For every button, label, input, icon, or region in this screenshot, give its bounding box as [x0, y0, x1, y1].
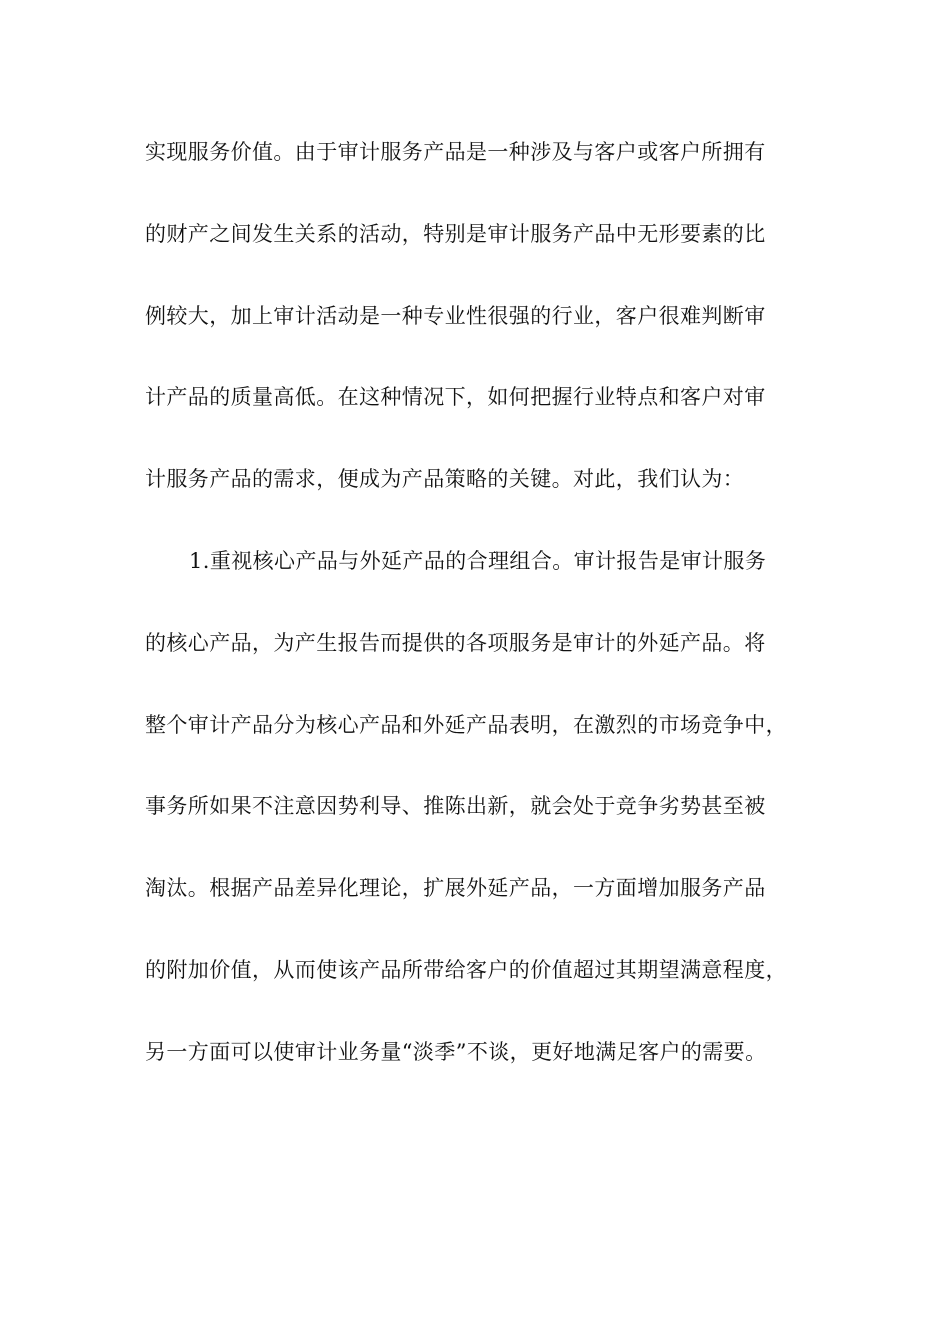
text-line: 例较大，加上审计活动是一种专业性很强的行业，客户很难判断审 [145, 303, 766, 328]
text-line: 淘汰。根据产品差异化理论，扩展外延产品，一方面增加服务产品 [145, 876, 766, 901]
text-line: 的财产之间发生关系的活动，特别是审计服务产品中无形要素的比 [145, 221, 766, 246]
text-line: 实现服务价值。由于审计服务产品是一种涉及与客户或客户所拥有 [145, 140, 766, 164]
text-line: 计产品的质量高低。在这种情况下，如何把握行业特点和客户对审 [145, 385, 766, 410]
text-line: 的核心产品，为产生报告而提供的各项服务是审计的外延产品。将 [145, 630, 766, 655]
text-line: 计服务产品的需求，便成为产品策略的关键。对此，我们认为： [145, 467, 745, 492]
numbered-paragraph-start: 1.重视核心产品与外延产品的合理组合。审计报告是审计服务 [189, 548, 767, 573]
text-line: 的附加价值，从而使该产品所带给客户的价值超过其期望满意程度， [145, 957, 787, 982]
text-line: 整个审计产品分为核心产品和外延产品表明，在激烈的市场竞争中， [145, 712, 787, 737]
body-text [145, 132, 805, 1114]
text-line: 另一方面可以使审计业务量“淡季”不谈，更好地满足客户的需要。 [145, 1039, 767, 1064]
text-line: 事务所如果不注意因势利导、推陈出新，就会处于竞争劣势甚至被 [145, 794, 766, 819]
